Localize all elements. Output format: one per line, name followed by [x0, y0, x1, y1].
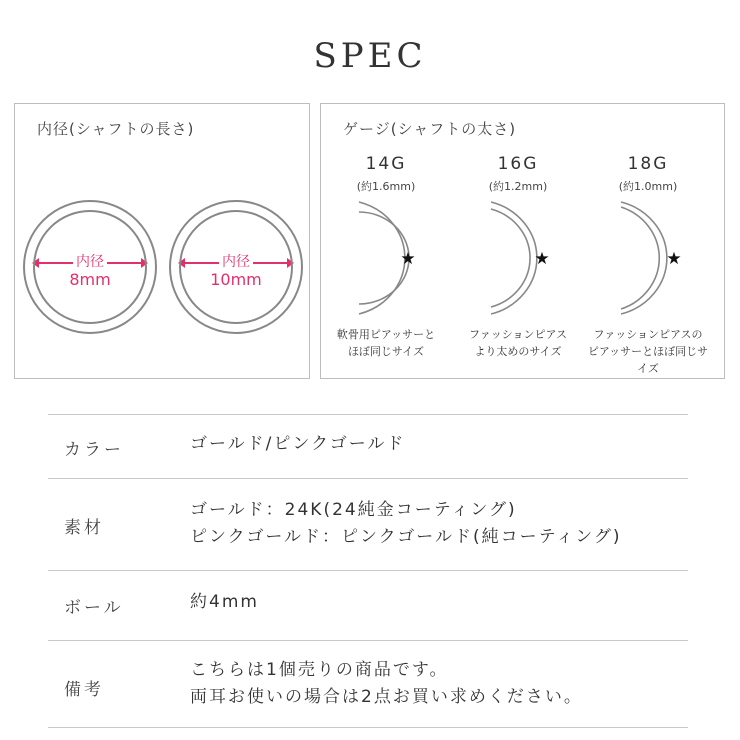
spec-row-notes: [48, 640, 688, 728]
spec-value-line: 両耳お使いの場合は2点お買い求めください。: [190, 687, 583, 707]
spec-value: [190, 497, 622, 551]
gauge-size: (約1.2mm): [488, 180, 548, 193]
spec-value-line: ピンクゴールド：ピンクゴールド(純コーティング): [190, 527, 622, 547]
spec-title: SPEC: [313, 36, 427, 76]
spec-row-ball: [48, 570, 688, 640]
gauge-desc-line: 軟骨用ピアッサーと: [336, 328, 436, 341]
spec-row-color: [48, 414, 688, 478]
gauge-desc-line: ほぼ同じサイズ: [347, 345, 425, 358]
spec-value: 約4mm: [190, 592, 259, 612]
spec-value: ゴールド/ピンクゴールド: [190, 434, 406, 454]
inner-diameter-panel: [14, 103, 310, 379]
spec-label: ボール: [64, 598, 124, 618]
spec-label: 素材: [64, 518, 104, 538]
star-icon: ★: [666, 249, 682, 269]
gauge-panel: [320, 103, 725, 379]
gauge-16g: [453, 154, 583, 374]
gauge-18g: [583, 154, 713, 374]
ring-label: 内径: [73, 254, 107, 270]
gauge-name: 18G: [627, 154, 669, 174]
gauge-arc-icon: [351, 198, 431, 318]
star-icon: ★: [400, 249, 416, 269]
gauge-heading: ゲージ(シャフトの太さ): [343, 120, 517, 138]
spec-value-line: ゴールド：24K(24純金コーティング): [190, 500, 517, 520]
ring-value: 8mm: [69, 270, 111, 289]
gauge-size: (約1.6mm): [356, 180, 416, 193]
ring-value: 10mm: [210, 270, 262, 289]
ring-label: 内径: [219, 254, 253, 270]
inner-diameter-heading: 内径(シャフトの長さ): [37, 120, 195, 138]
gauge-size: (約1.0mm): [618, 180, 678, 193]
spec-row-material: [48, 478, 688, 570]
gauge-desc-line: ファッションピアスの: [593, 328, 703, 341]
spec-value-line: こちらは1個売りの商品です。: [190, 660, 449, 680]
spec-label: 備考: [64, 680, 104, 700]
ring-10mm-diagram: [169, 200, 303, 334]
gauge-name: 14G: [365, 154, 407, 174]
gauge-arc-icon: [483, 198, 563, 318]
gauge-desc-line: より太めのサイズ: [474, 345, 562, 358]
gauge-arc-icon: [613, 198, 693, 318]
gauge-desc-line: ピアッサーとほぼ同じサイズ: [587, 345, 709, 375]
gauge-name: 16G: [497, 154, 539, 174]
spec-label: カラー: [64, 440, 124, 460]
gauge-14g: [321, 154, 451, 374]
star-icon: ★: [534, 249, 550, 269]
gauge-desc-line: ファッションピアス: [468, 328, 568, 341]
spec-value: [190, 657, 583, 711]
ring-8mm-diagram: [23, 200, 157, 334]
spec-table: [48, 414, 688, 728]
